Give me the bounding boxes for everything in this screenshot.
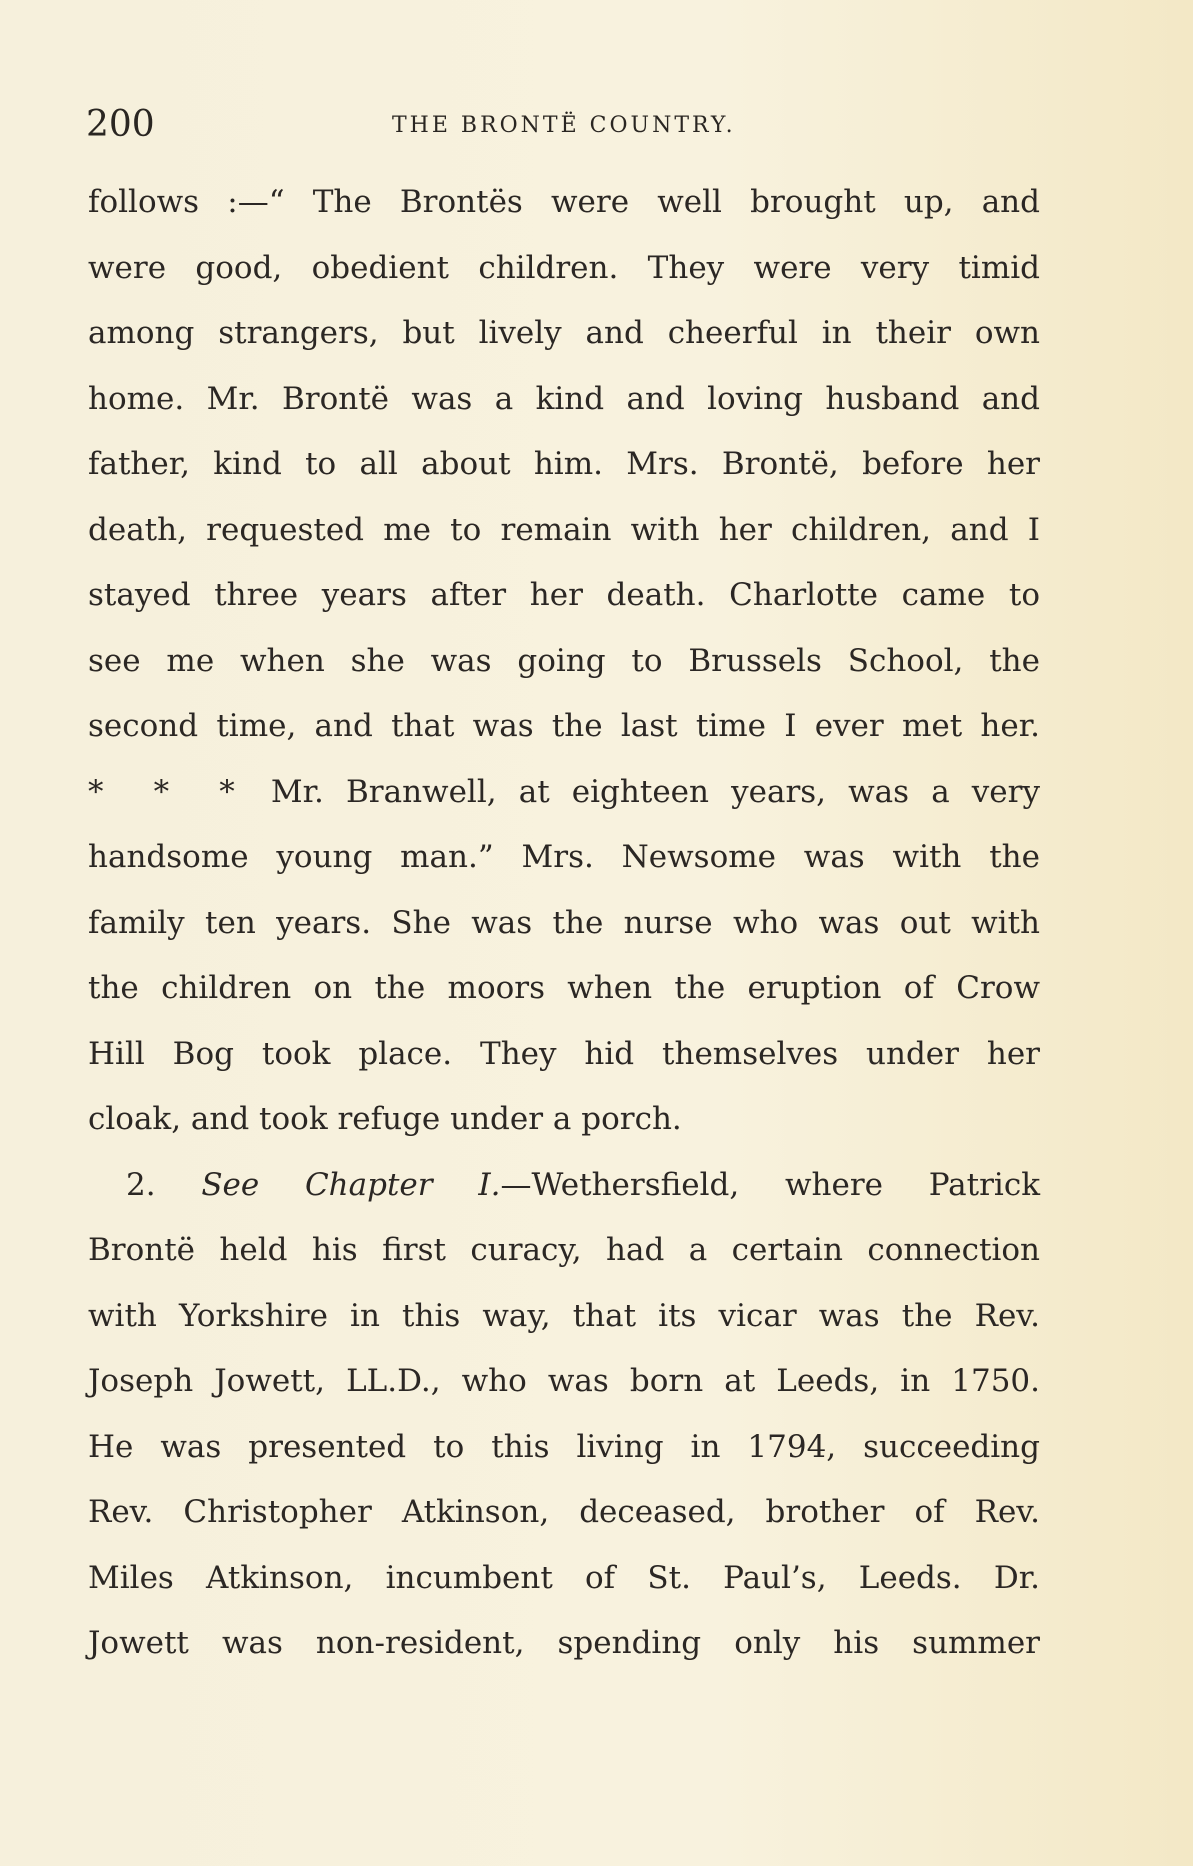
note-line	[88, 1153, 1040, 1219]
text-line: death, requested me to remain with her children, and I	[88, 511, 1040, 548]
text-line: among strangers, but lively and cheerful in their own	[88, 315, 1040, 351]
text-line: follows :—“ The Brontës were well brought up, and	[88, 184, 1040, 220]
text-line: were good, obedient children. They were very timid	[88, 249, 1040, 286]
body-text	[88, 170, 1040, 1677]
text-line: He was presented to this living in 1794, succeeding	[88, 1428, 1040, 1465]
text-line: home. Mr. Brontë was a kind and loving husband and	[88, 380, 1040, 417]
text-line-with-stars	[88, 760, 1040, 826]
text-line-fragment: Mr. Branwell, at eighteen years, was a very	[270, 773, 1040, 810]
note-number: 2.	[126, 1166, 156, 1203]
text-line: handsome young man.” Mrs. Newsome was with the	[88, 839, 1040, 875]
text-line: Rev. Christopher Atkinson, deceased, brother of Rev.	[88, 1494, 1040, 1530]
text-line: stayed three years after her death. Charlotte came to	[88, 577, 1040, 613]
page-number: 200	[86, 104, 155, 145]
text-line: Miles Atkinson, incumbent of St. Paul’s, Leeds. Dr.	[88, 1559, 1040, 1596]
text-line: father, kind to all about him. Mrs. Brontë, before her	[88, 446, 1040, 482]
running-head	[86, 100, 1046, 150]
text-line: family ten years. She was the nurse who was out with	[88, 904, 1040, 941]
text-line-fragment: —Wethersfield, where Patrick	[500, 1166, 1040, 1203]
running-title: THE BRONTË COUNTRY.	[392, 113, 736, 138]
text-line: cloak, and took refuge under a porch.	[88, 1101, 682, 1137]
note-reference: See Chapter I.	[201, 1166, 501, 1203]
text-line: Brontë held his first curacy, had a certain connection	[88, 1232, 1040, 1268]
text-line: Hill Bog took place. They hid themselves under her	[88, 1035, 1040, 1072]
text-line: Jowett was non-resident, spending only his summer	[88, 1625, 1040, 1661]
text-line: second time, and that was the last time I ever met her.	[88, 708, 1040, 744]
ellipsis-stars: * * *	[88, 773, 249, 810]
text-line: with Yorkshire in this way, that its vicar was the Rev.	[88, 1297, 1040, 1334]
text-line: the children on the moors when the eruption of Crow	[88, 970, 1040, 1006]
text-line: Joseph Jowett, LL.D., who was born at Leeds, in 1750.	[88, 1363, 1040, 1399]
text-line: see me when she was going to Brussels School, the	[88, 642, 1040, 679]
